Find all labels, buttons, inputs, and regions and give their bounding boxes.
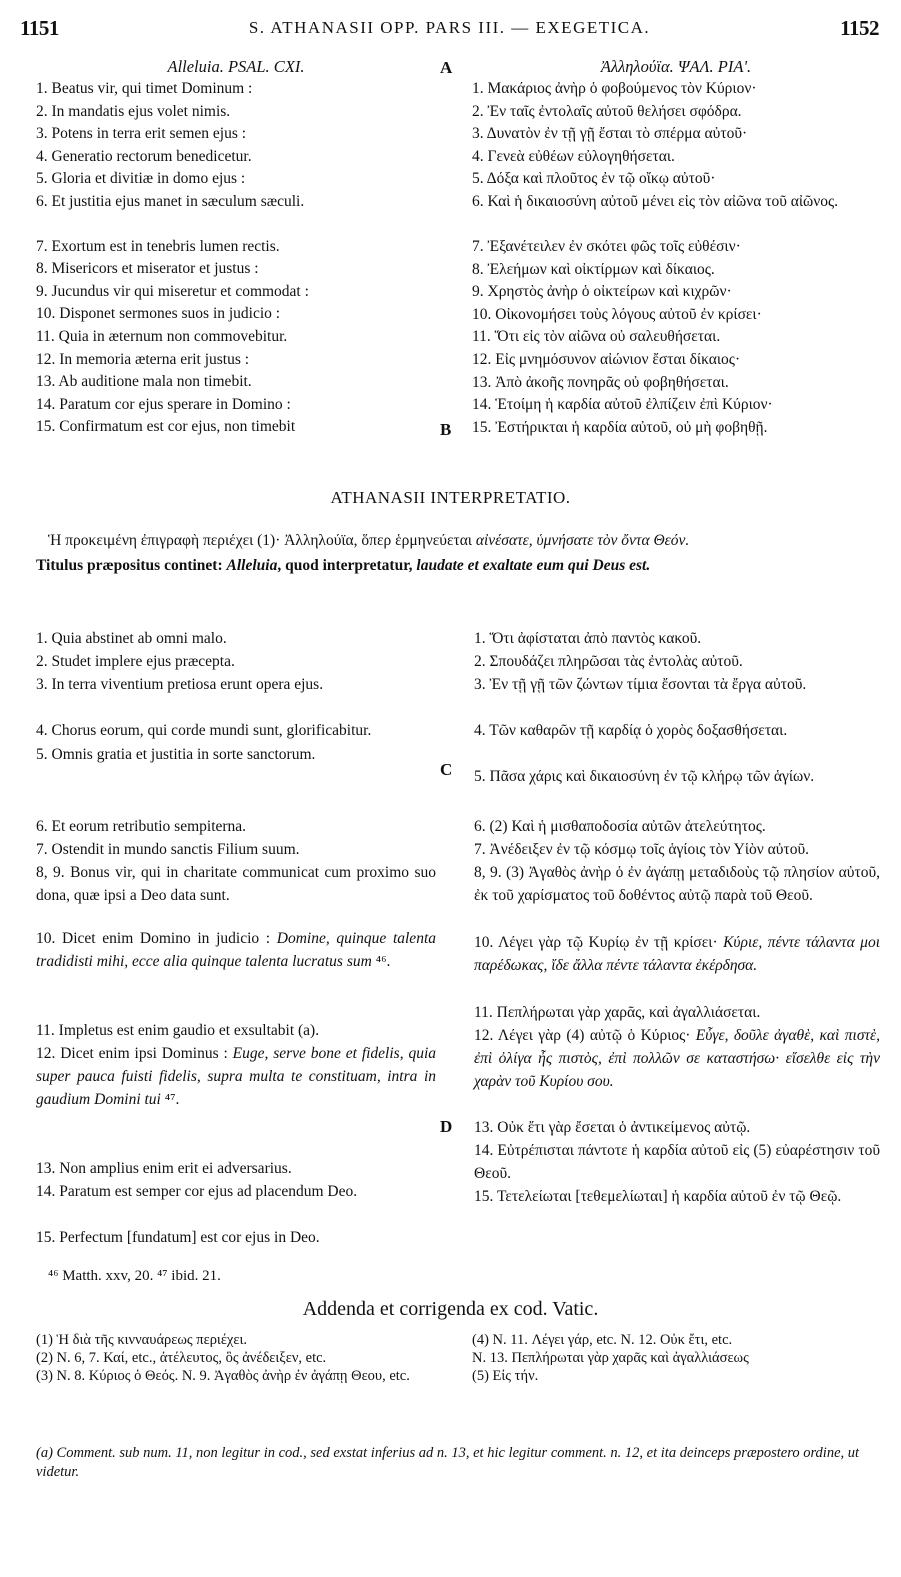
psalm-latin-verse: 9. Jucundus vir qui miseretur et commodat : bbox=[36, 282, 309, 300]
margin-mark-c: C bbox=[440, 760, 453, 779]
interp-latin-verse: 13. Non amplius enim erit ei adversarius. bbox=[36, 1160, 292, 1177]
interp-greek-verse: 14. Εὐτρέπισται πάντοτε ἡ καρδία αὐτοῦ εἰς (5) εὐαρέστησιν τοῦ Θεοῦ. bbox=[474, 1142, 880, 1182]
interp-latin-verse: 11. Impletus est enim gaudio et exsultabit (a). bbox=[36, 1022, 320, 1039]
psalm-latin-title: Alleluia. PSAL. CXI. bbox=[167, 57, 305, 76]
psalm-latin-verse: 12. In memoria æterna erit justus : bbox=[36, 350, 250, 368]
margin-mark-a: A bbox=[440, 58, 453, 77]
latin-intro bbox=[36, 553, 877, 578]
interp-greek-verse-12 bbox=[474, 1024, 880, 1116]
addenda-item: (1) Ἡ διὰ τῆς κινναυάρεως περιέχει. bbox=[36, 1332, 247, 1348]
interp-latin-verse: 5. Omnis gratia et justitia in sorte sanctorum. bbox=[36, 746, 316, 763]
psalm-greek-verse: 15. Ἐστήρικται ἡ καρδία αὐτοῦ, οὐ μὴ φοβηθῇ. bbox=[472, 418, 768, 436]
psalm-greek-verse: 6. Καὶ ἡ δικαιοσύνη αὐτοῦ μένει εἰς τὸν αἰῶνα τοῦ αἰῶνος. bbox=[472, 192, 839, 210]
footnotes: ⁴⁶ Matth. xxv, 20. ⁴⁷ ibid. 21. bbox=[48, 1268, 221, 1284]
psalm-greek-verse: 12. Εἰς μνημόσυνον αἰώνιον ἔσται δίκαιος· bbox=[472, 350, 741, 368]
addenda-title: Addenda et corrigenda ex cod. Vatic. bbox=[302, 1298, 599, 1320]
psalm-greek-verse: 13. Ἀπὸ ἀκοῆς πονηρᾶς οὐ φοβηθήσεται. bbox=[472, 373, 729, 391]
latin-intro-italic: laudate et exaltate eum qui Deus est. bbox=[416, 557, 651, 574]
interp-latin-verse: 1. Quia abstinet ab omni malo. bbox=[36, 630, 227, 647]
page-header bbox=[20, 16, 879, 42]
psalm-greek-verse: 14. Ἑτοίμη ἡ καρδία αὐτοῦ ἐλπίζειν ἐπὶ Κύριον· bbox=[472, 396, 773, 414]
psalm-latin-verse: 8. Misericors et miserator et justus : bbox=[36, 260, 259, 278]
interp-greek-verse: 1. Ὅτι ἀφίσταται ἀπὸ παντὸς κακοῦ. bbox=[474, 630, 702, 647]
interp-greek-verse-10 bbox=[474, 931, 880, 1001]
verse-text: 10. Dicet enim Domino in judicio : bbox=[36, 930, 277, 947]
psalm-latin-verse: 15. Confirmatum est cor ejus, non timebit bbox=[36, 418, 296, 436]
verse-quote: Euge, serve bone et fidelis, quia super pauca fuisti fidelis, supra multa te constituam, intra in gaudium Domini tui bbox=[36, 1045, 436, 1108]
latin-intro-text: Titulus præpositus continet: bbox=[36, 557, 227, 574]
greek-intro-text: Ἡ προκειμένη ἐπιγραφὴ περιέχει (1)· Ἀλληλούϊα, ὅπερ ἑρμηνεύεται bbox=[48, 532, 476, 549]
interpretatio-greek-column bbox=[474, 627, 880, 1231]
psalm-latin-verse: 14. Paratum cor ejus sperare in Domino : bbox=[36, 395, 291, 413]
addenda-item: (4) N. 11. Λέγει γάρ, etc. N. 12. Οὐκ ἔτι, etc. bbox=[472, 1332, 733, 1348]
interpretatio-intro bbox=[36, 528, 877, 578]
psalm-latin-verse: 6. Et justitia ejus manet in sæculum sæculi. bbox=[36, 192, 305, 210]
interp-latin-verse: 7. Ostendit in mundo sanctis Filium suum. bbox=[36, 841, 300, 858]
psalm-latin-verse: 2. In mandatis ejus volet nimis. bbox=[36, 102, 231, 120]
verse-text: 12. Λέγει γὰρ (4) αὐτῷ ὁ Κύριος· bbox=[474, 1027, 696, 1044]
interp-latin-verse: 4. Chorus eorum, qui corde mundi sunt, glorificabitur. bbox=[36, 722, 372, 739]
greek-intro bbox=[36, 528, 877, 553]
psalm-greek-verse: 8. Ἐλεήμων καὶ οἰκτίρμων καὶ δίκαιος. bbox=[472, 260, 715, 278]
interp-greek-verse: 3. Ἐν τῇ γῇ τῶν ζώντων τίμια ἔσονται τὰ ἔργα αὐτοῦ. bbox=[474, 676, 807, 693]
interp-latin-verse: 6. Et eorum retributio sempiterna. bbox=[36, 818, 247, 835]
psalm-greek-verse: 9. Χρηστὸς ἀνὴρ ὁ οἰκτείρων καὶ κιχρῶν· bbox=[472, 283, 732, 301]
interp-greek-verse: 5. Πᾶσα χάρις καὶ δικαιοσύνη ἐν τῷ κλήρῳ τῶν ἁγίων. bbox=[474, 768, 815, 785]
interp-greek-verse: 11. Πεπλήρωται γὰρ χαρᾶς, καὶ ἀγαλλιάσεται. bbox=[474, 1004, 761, 1021]
interp-greek-verse: 8, 9. (3) Ἀγαθὸς ἀνὴρ ὁ ἐν ἀγάπῃ μεταδιδοὺς τῷ πλησίον αὐτοῦ, ἐκ τοῦ χαρίσματος τοῦ δοθέντος αὐτῷ παρὰ τοῦ Θεοῦ. bbox=[474, 864, 880, 904]
page-number-left: 1151 bbox=[20, 16, 59, 40]
addenda-item: (3) N. 8. Κύριος ὁ Θεός. N. 9. Ἀγαθὸς ἀνὴρ ἐν ἀγάπῃ Θεου, etc. bbox=[36, 1368, 410, 1384]
interp-latin-verse-12 bbox=[36, 1042, 436, 1157]
psalm-greek-column bbox=[472, 56, 880, 439]
psalm-greek-title: Ἀλληλούϊα. ΨΑΛ. ΡΙΑ'. bbox=[600, 57, 752, 76]
verse-text: 12. Dicet enim ipsi Dominus : bbox=[36, 1045, 233, 1062]
footnote-ref: ⁴⁶. bbox=[371, 953, 391, 970]
interpretatio-heading: ATHANASII INTERPRETATIO. bbox=[330, 488, 571, 507]
psalm-greek-verse: 11. Ὅτι εἰς τὸν αἰῶνα οὐ σαλευθήσεται. bbox=[472, 328, 721, 346]
psalm-greek-verse: 5. Δόξα καὶ πλοῦτος ἐν τῷ οἴκῳ αὐτοῦ· bbox=[472, 170, 716, 188]
addenda-right bbox=[472, 1331, 882, 1385]
psalm-latin-verse: 13. Ab auditione mala non timebit. bbox=[36, 373, 252, 391]
page-number-right: 1152 bbox=[840, 16, 879, 40]
footnote-ref: ⁴⁷. bbox=[160, 1091, 180, 1108]
interp-greek-verse: 15. Τετελείωται [τεθεμελίωται] ἡ καρδία αὐτοῦ ἐν τῷ Θεῷ. bbox=[474, 1188, 842, 1205]
psalm-latin-verse: 5. Gloria et divitiæ in domo ejus : bbox=[36, 170, 246, 188]
running-title: S. ATHANASII OPP. PARS III. — EXEGETICA. bbox=[248, 18, 651, 37]
psalm-greek-verse: 2. Ἐν ταῖς ἐντολαῖς αὐτοῦ θελήσει σφόδρα. bbox=[472, 102, 742, 120]
interpretatio-latin-column bbox=[36, 627, 436, 1249]
latin-intro-text: , quod interpretatur, bbox=[277, 557, 417, 574]
verse-quote: Κύριε, πέντε τάλαντα μοι παρέδωκας, ἴδε ἄλλα πέντε τάλαντα ἐκέρδησα. bbox=[474, 934, 880, 974]
verse-quote: Εὖγε, δοῦλε ἀγαθὲ, καὶ πιστὲ, ἐπὶ ὀλίγα ἦς πιστὸς, ἐπὶ πολλῶν σε καταστήσω· εἴσελθε εἰς τὴν χαρὰν τοῦ Κυρίου σου. bbox=[474, 1027, 880, 1090]
psalm-latin-verse: 11. Quia in æternum non commovebitur. bbox=[36, 327, 288, 345]
psalm-latin-column bbox=[36, 56, 436, 439]
interp-latin-verse: 15. Perfectum [fundatum] est cor ejus in Deo. bbox=[36, 1229, 320, 1246]
addenda-left bbox=[36, 1331, 456, 1385]
margin-mark-d: D bbox=[440, 1117, 453, 1136]
psalm-latin-verse: 3. Potens in terra erit semen ejus : bbox=[36, 125, 247, 143]
interp-latin-verse: 3. In terra viventium pretiosa erunt opera ejus. bbox=[36, 676, 324, 693]
interp-greek-verse: 4. Τῶν καθαρῶν τῇ καρδίᾳ ὁ χορὸς δοξασθήσεται. bbox=[474, 722, 788, 739]
psalm-latin-verse: 10. Disponet sermones suos in judicio : bbox=[36, 305, 281, 323]
interp-latin-verse-10 bbox=[36, 927, 436, 1019]
interp-latin-verse: 8, 9. Bonus vir, qui in charitate communicat cum proximo suo dona, quæ ipsi a Deo data sunt. bbox=[36, 864, 436, 904]
psalm-latin-verse: 7. Exortum est in tenebris lumen rectis. bbox=[36, 237, 280, 255]
verse-quote: Domine, quinque talenta tradidisti mihi, ecce alia quinque talenta lucratus sum bbox=[36, 930, 436, 970]
psalm-greek-verse: 4. Γενεὰ εὐθέων εὐλογηθήσεται. bbox=[472, 147, 675, 165]
interp-greek-verse: 6. (2) Καὶ ἡ μισθαποδοσία αὐτῶν ἀτελεύτητος. bbox=[474, 818, 766, 835]
addenda-item: (5) Εἰς τήν. bbox=[472, 1368, 539, 1384]
psalm-greek-verse: 10. Οἰκονομήσει τοὺς λόγους αὐτοῦ ἐν κρίσει· bbox=[472, 305, 762, 323]
addenda-item: N. 13. Πεπλήρωται γὰρ χαρᾶς καὶ ἀγαλλιάσεως bbox=[472, 1350, 749, 1366]
psalm-greek-verse: 7. Ἐξανέτειλεν ἐν σκότει φῶς τοῖς εὐθέσιν· bbox=[472, 237, 741, 255]
verse-text: 10. Λέγει γὰρ τῷ Κυρίῳ ἐν τῇ κρίσει· bbox=[474, 934, 724, 951]
latin-intro-italic: Alleluia bbox=[226, 557, 278, 574]
interp-greek-verse: 13. Οὐκ ἔτι γὰρ ἔσεται ὁ ἀντικείμενος αὐτῷ. bbox=[474, 1119, 751, 1136]
interp-greek-verse: 7. Ἀνέδειξεν ἐν τῷ κόσμῳ τοῖς ἁγίοις τὸν Υἱὸν αὐτοῦ. bbox=[474, 841, 809, 858]
psalm-latin-verse: 4. Generatio rectorum benedicetur. bbox=[36, 147, 252, 165]
interp-latin-verse: 2. Studet implere ejus præcepta. bbox=[36, 653, 235, 670]
psalm-greek-verse: 3. Δυνατὸν ἐν τῇ γῇ ἔσται τὸ σπέρμα αὐτοῦ· bbox=[472, 125, 748, 143]
margin-mark-b: B bbox=[440, 420, 452, 439]
addenda-item: (2) N. 6, 7. Καί, etc., ἀτέλευτος, ὃς ἀνέδειξεν, etc. bbox=[36, 1350, 327, 1366]
psalm-latin-verse: 1. Beatus vir, qui timet Dominum : bbox=[36, 80, 253, 97]
commentary-note: (a) Comment. sub num. 11, non legitur in cod., sed exstat inferius ad n. 13, et hic legitur comment. n. 12, et ita deinceps præpostero ordine, ut videtur. bbox=[36, 1445, 860, 1480]
psalm-greek-verse: 1. Μακάριος ἀνὴρ ὁ φοβούμενος τὸν Κύριον· bbox=[472, 80, 757, 97]
interp-latin-verse: 14. Paratum est semper cor ejus ad placendum Deo. bbox=[36, 1183, 358, 1200]
greek-intro-italic: αἰνέσατε, ὑμνήσατε τὸν ὄντα Θεόν. bbox=[475, 532, 690, 549]
interp-greek-verse: 2. Σπουδάζει πληρῶσαι τὰς ἐντολὰς αὐτοῦ. bbox=[474, 653, 743, 670]
